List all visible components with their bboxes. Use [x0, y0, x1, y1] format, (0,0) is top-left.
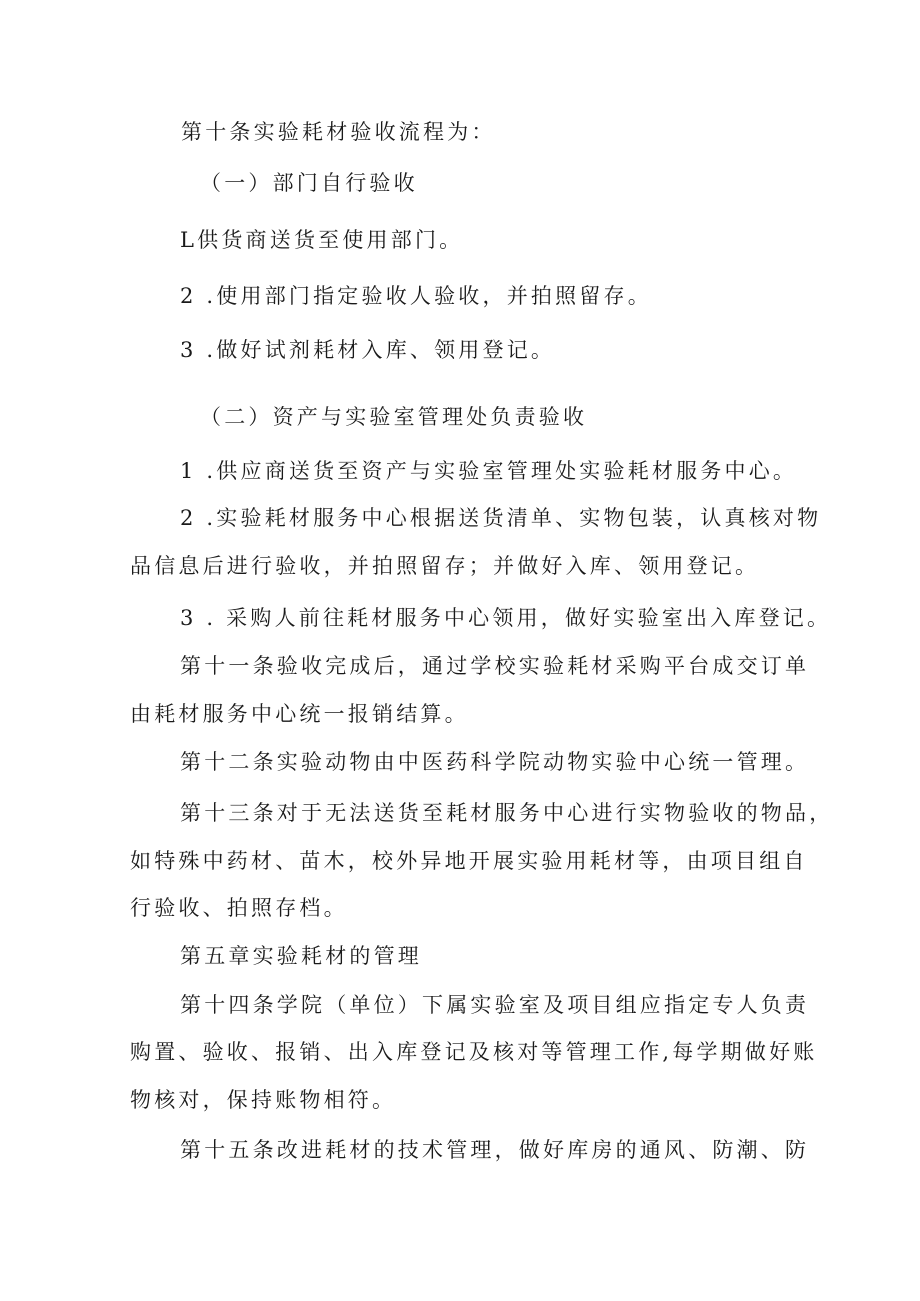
article-13-line-1: 第十三条对于无法送货至耗材服务中心进行实物验收的物品， — [180, 801, 834, 825]
article-14-line-2: 购置、验收、报销、出入库登记及核对等管理工作,每学期做好账 — [130, 1040, 818, 1064]
article-15-line-1: 第十五条改进耗材的技术管理，做好库房的通风、防潮、防 — [180, 1138, 810, 1162]
article-11-line-1: 第十一条验收完成后，通过学校实验耗材采购平台成交订单 — [180, 654, 810, 678]
section-1-item-1: L供货商送货至使用部门。 — [180, 228, 464, 252]
article-12: 第十二条实验动物由中医药科学院动物实验中心统一管理。 — [180, 750, 810, 774]
chapter-5-heading: 第五章实验耗材的管理 — [180, 944, 422, 968]
section-2-item-2-line-2: 品信息后进行验收，并拍照留存；并做好入库、领用登记。 — [130, 554, 760, 578]
section-1-item-3: 3 .做好试剂耗材入库、领用登记。 — [180, 338, 556, 362]
article-14-line-1: 第十四条学院（单位）下属实验室及项目组应指定专人负责 — [180, 993, 810, 1017]
section-2-item-3: 3 . 采购人前往耗材服务中心领用，做好实验室出入库登记。 — [180, 606, 832, 630]
section-1-item-2: 2 .使用部门指定验收人验收，并拍照留存。 — [180, 284, 652, 308]
section-2-heading: （二）资产与实验室管理处负责验收 — [200, 405, 588, 429]
section-2-item-1: 1 .供应商送货至资产与实验室管理处实验耗材服务中心。 — [180, 459, 798, 483]
article-10-heading: 第十条实验耗材验收流程为： — [181, 120, 496, 144]
article-14-line-3: 物核对，保持账物相符。 — [130, 1088, 397, 1112]
article-13-line-3: 行验收、拍照存档。 — [130, 896, 348, 920]
section-1-heading: （一）部门自行验收 — [200, 171, 418, 195]
section-2-item-2-line-1: 2 .实验耗材服务中心根据送货清单、实物包装，认真核对物 — [180, 506, 822, 530]
article-13-line-2: 如特殊中药材、苗木，校外异地开展实验用耗材等，由项目组自 — [130, 849, 808, 873]
article-11-line-2: 由耗材服务中心统一报销结算。 — [130, 702, 469, 726]
